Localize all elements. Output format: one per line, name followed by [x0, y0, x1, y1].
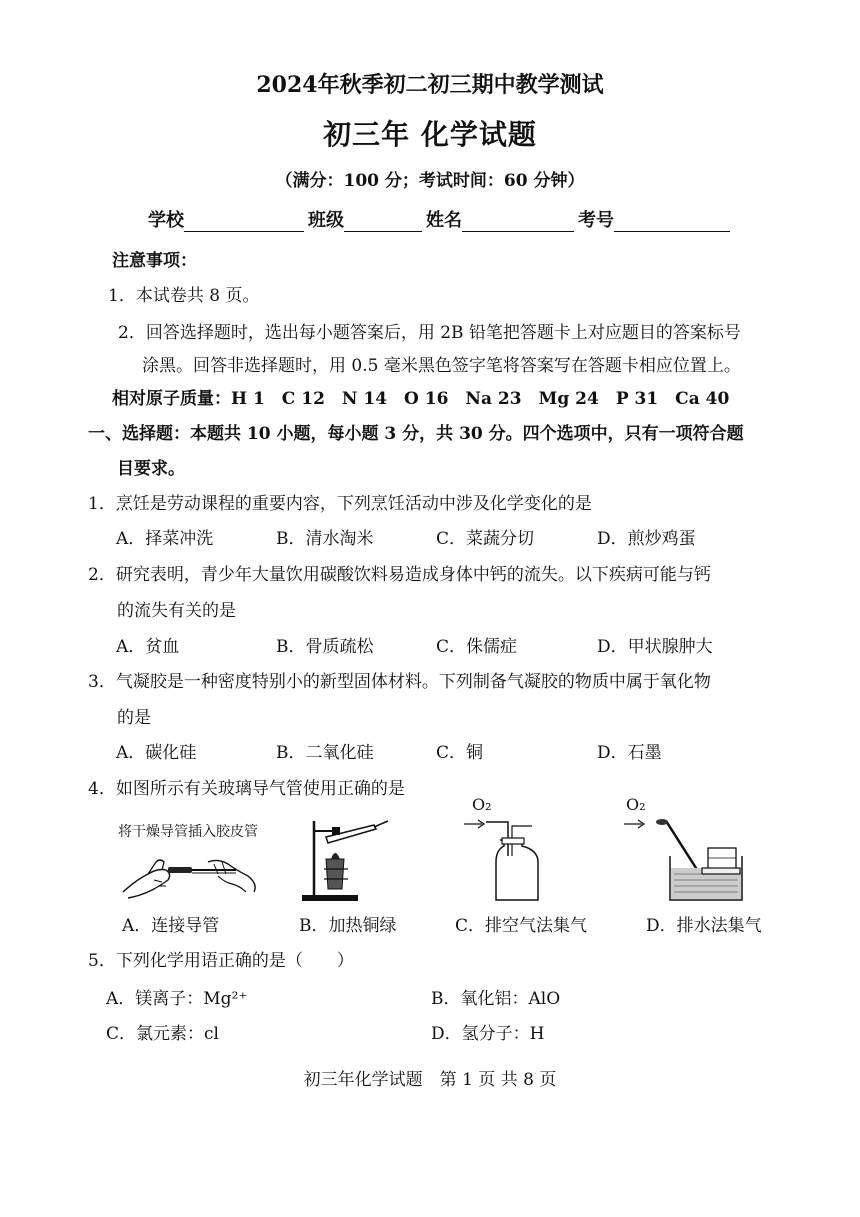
- q3-stem-line2: 的是: [117, 708, 151, 728]
- class-blank[interactable]: [344, 213, 422, 232]
- figure-air-collection: [462, 812, 552, 904]
- section1-heading-line2: 目要求。: [117, 459, 185, 479]
- q5-option-a: A．镁离子：Mg²⁺: [106, 989, 248, 1009]
- section1-heading-line1: 一、选择题：本题共 10 小题，每小题 3 分，共 30 分。四个选项中，只有一项符合题: [88, 424, 744, 444]
- q2-option-d: D．甲状腺肿大: [597, 637, 713, 657]
- exam-info: （满分：100 分；考试时间：60 分钟）: [275, 171, 585, 191]
- q2-option-c: C．侏儒症: [436, 637, 518, 657]
- q3-option-d: D．石墨: [597, 743, 662, 763]
- q5-option-c: C．氯元素：cl: [106, 1024, 219, 1044]
- q5-option-d: D．氢分子：H: [431, 1024, 545, 1044]
- q2-option-b: B．骨质疏松: [276, 637, 374, 657]
- q3-option-c: C．铜: [436, 743, 484, 763]
- q4-option-a: A．连接导管: [122, 916, 220, 936]
- q1-option-b: B．清水淘米: [276, 529, 374, 549]
- name-label: 姓名: [426, 210, 462, 231]
- q3-option-b: B．二氧化硅: [276, 743, 374, 763]
- q2-option-a: A．贫血: [116, 637, 180, 657]
- student-info-fields: [148, 206, 734, 232]
- school-label: 学校: [148, 210, 184, 231]
- number-blank[interactable]: [614, 213, 730, 232]
- q3-stem-line1: 3．气凝胶是一种密度特别小的新型固体材料。下列制备气凝胶的物质中属于氧化物: [88, 672, 711, 692]
- exam-subtitle: 初三年 化学试题: [323, 118, 537, 151]
- name-blank[interactable]: [462, 213, 574, 232]
- figure-water-displacement: [622, 812, 747, 904]
- q4-option-c: C．排空气法集气: [455, 916, 588, 936]
- q4-figure-d-o2-label: O₂: [626, 795, 646, 814]
- note-2-line2: 涂黑。回答非选择题时，用 0.5 毫米黑色签字笔将答案写在答题卡相应位置上。: [142, 356, 741, 376]
- figure-heat-copper-green: [296, 815, 396, 903]
- q4-option-d: D．排水法集气: [646, 916, 762, 936]
- notes-heading: 注意事项：: [112, 251, 197, 271]
- q4-figure-c-o2-label: O₂: [472, 795, 492, 814]
- q1-stem: 1．烹饪是劳动课程的重要内容，下列烹饪活动中涉及化学变化的是: [88, 494, 592, 514]
- page-footer: 初三年化学试题 第 1 页 共 8 页: [303, 1070, 557, 1090]
- note-2-line1: 2．回答选择题时，选出每小题答案后，用 2B 铅笔把答题卡上对应题目的答案标号: [118, 323, 741, 343]
- figure-connect-tube: [118, 840, 263, 900]
- q1-option-c: C．菜蔬分切: [436, 529, 535, 549]
- q3-option-a: A．碳化硅: [116, 743, 197, 763]
- atomic-mass: 相对原子质量：H 1 C 12 N 14 O 16 Na 23 Mg 24 P 31 Ca 40: [112, 389, 730, 409]
- q4-stem: 4．如图所示有关玻璃导气管使用正确的是: [88, 779, 405, 799]
- exam-title: 2024年秋季初二初三期中教学测试: [256, 72, 604, 98]
- number-label: 考号: [578, 210, 614, 231]
- q5-option-b: B．氧化铝：AlO: [431, 989, 561, 1009]
- q4-figure-a-caption: 将干燥导管插入胶皮管: [118, 824, 258, 840]
- q4-option-b: B．加热铜绿: [299, 916, 397, 936]
- q2-stem-line2: 的流失有关的是: [117, 601, 236, 621]
- class-label: 班级: [308, 210, 344, 231]
- note-1: 1．本试卷共 8 页。: [108, 286, 260, 306]
- q2-stem-line1: 2．研究表明，青少年大量饮用碳酸饮料易造成身体中钙的流失。以下疾病可能与钙: [88, 565, 711, 585]
- q5-stem: 5．下列化学用语正确的是（ ）: [88, 951, 354, 971]
- q1-option-d: D．煎炒鸡蛋: [597, 529, 696, 549]
- school-blank[interactable]: [184, 213, 304, 232]
- q1-option-a: A．择菜冲洗: [116, 529, 214, 549]
